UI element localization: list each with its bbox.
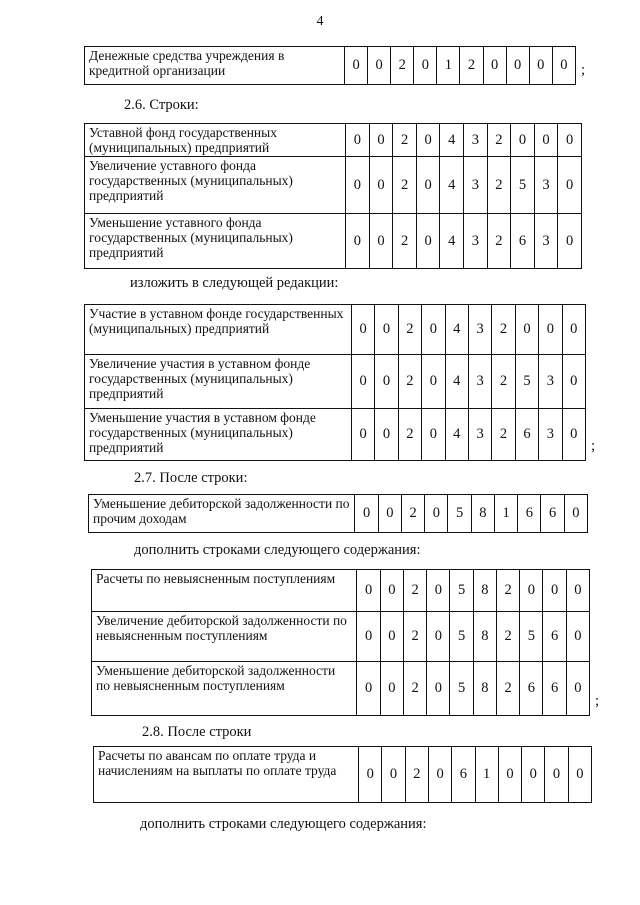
code-digit: 2 bbox=[393, 124, 417, 157]
code-digit: 0 bbox=[506, 47, 529, 85]
code-digit: 0 bbox=[562, 355, 585, 409]
code-digit: 3 bbox=[464, 214, 488, 269]
code-digit: 2 bbox=[398, 409, 421, 461]
account-code-table bbox=[84, 46, 576, 85]
table-row bbox=[85, 47, 576, 85]
code-digit: 1 bbox=[437, 47, 460, 85]
code-digit: 0 bbox=[380, 612, 403, 662]
account-code-table bbox=[91, 569, 590, 716]
code-digit: 2 bbox=[487, 157, 511, 214]
code-digit: 4 bbox=[445, 355, 468, 409]
page-number: 4 bbox=[316, 14, 324, 29]
code-digit: 5 bbox=[511, 157, 535, 214]
code-digit: 2 bbox=[405, 747, 428, 803]
code-digit: 0 bbox=[380, 570, 403, 612]
code-digit: 0 bbox=[375, 409, 398, 461]
code-digit: 0 bbox=[539, 305, 562, 355]
paragraph: дополнить строками следующего содержания: bbox=[134, 542, 421, 558]
paragraph: изложить в следующей редакции: bbox=[130, 275, 339, 291]
row-label: Уставной фонд государственных (муниципальных) предприятий bbox=[85, 124, 346, 157]
table-row bbox=[92, 612, 590, 662]
code-digit: 0 bbox=[380, 662, 403, 716]
code-digit: 0 bbox=[422, 355, 445, 409]
code-digit: 0 bbox=[552, 47, 575, 85]
code-digit: 0 bbox=[351, 409, 374, 461]
row-label: Увеличение уставного фонда государственных (муниципальных) предприятий bbox=[85, 157, 346, 214]
code-digit: 0 bbox=[558, 157, 582, 214]
code-digit: 2 bbox=[393, 157, 417, 214]
code-digit: 0 bbox=[427, 570, 450, 612]
code-digit: 0 bbox=[416, 214, 440, 269]
code-digit: 0 bbox=[375, 305, 398, 355]
code-digit: 3 bbox=[468, 409, 491, 461]
code-digit: 4 bbox=[445, 305, 468, 355]
code-digit: 2 bbox=[487, 124, 511, 157]
table-row bbox=[85, 214, 582, 269]
code-digit: 1 bbox=[475, 747, 498, 803]
code-digit: 2 bbox=[487, 214, 511, 269]
code-digit: 3 bbox=[539, 409, 562, 461]
trailing-semicolon: ; bbox=[595, 693, 600, 709]
paragraph: 2.7. После строки: bbox=[134, 470, 248, 486]
code-digit: 0 bbox=[346, 214, 370, 269]
code-digit: 2 bbox=[492, 305, 515, 355]
code-digit: 2 bbox=[492, 409, 515, 461]
row-label: Уменьшение дебиторской задолженности по невыясненным поступлениям bbox=[92, 662, 357, 716]
code-digit: 0 bbox=[566, 612, 589, 662]
code-digit: 0 bbox=[416, 124, 440, 157]
code-digit: 2 bbox=[460, 47, 483, 85]
code-digit: 0 bbox=[558, 214, 582, 269]
code-digit: 3 bbox=[534, 157, 558, 214]
code-digit: 2 bbox=[403, 612, 426, 662]
code-digit: 0 bbox=[416, 157, 440, 214]
table-row bbox=[92, 662, 590, 716]
row-label: Расчеты по авансам по оплате труда и начислениям на выплаты по оплате труда bbox=[94, 747, 359, 803]
code-digit: 0 bbox=[368, 47, 391, 85]
paragraph: дополнить строками следующего содержания: bbox=[140, 816, 427, 832]
code-digit: 0 bbox=[357, 662, 380, 716]
code-digit: 6 bbox=[520, 662, 543, 716]
code-digit: 0 bbox=[515, 305, 538, 355]
row-label: Уменьшение участия в уставном фонде государственных (муниципальных) предприятий bbox=[85, 409, 352, 461]
code-digit: 0 bbox=[357, 570, 380, 612]
code-digit: 2 bbox=[393, 214, 417, 269]
code-digit: 5 bbox=[448, 495, 471, 533]
code-digit: 0 bbox=[511, 124, 535, 157]
table-row bbox=[85, 124, 582, 157]
row-label: Увеличение участия в уставном фонде государственных (муниципальных) предприятий bbox=[85, 355, 352, 409]
code-digit: 0 bbox=[562, 305, 585, 355]
code-digit: 0 bbox=[427, 612, 450, 662]
code-digit: 0 bbox=[566, 570, 589, 612]
code-digit: 5 bbox=[515, 355, 538, 409]
code-digit: 4 bbox=[440, 124, 464, 157]
row-label: Увеличение дебиторской задолженности по невыясненным поступлениям bbox=[92, 612, 357, 662]
code-digit: 6 bbox=[452, 747, 475, 803]
code-digit: 2 bbox=[401, 495, 424, 533]
code-digit: 0 bbox=[425, 495, 448, 533]
code-digit: 5 bbox=[520, 612, 543, 662]
code-digit: 0 bbox=[355, 495, 378, 533]
code-digit: 5 bbox=[450, 662, 473, 716]
code-digit: 3 bbox=[464, 157, 488, 214]
code-digit: 0 bbox=[483, 47, 506, 85]
code-digit: 3 bbox=[468, 355, 491, 409]
code-digit: 4 bbox=[440, 157, 464, 214]
code-digit: 2 bbox=[403, 662, 426, 716]
code-digit: 0 bbox=[422, 409, 445, 461]
paragraph: 2.6. Строки: bbox=[124, 97, 199, 113]
code-digit: 2 bbox=[398, 355, 421, 409]
code-digit: 0 bbox=[558, 124, 582, 157]
code-digit: 6 bbox=[511, 214, 535, 269]
code-digit: 0 bbox=[529, 47, 552, 85]
code-digit: 3 bbox=[464, 124, 488, 157]
account-code-table bbox=[93, 746, 592, 803]
table-row bbox=[92, 570, 590, 612]
row-label: Расчеты по невыясненным поступлениям bbox=[92, 570, 357, 612]
table-row bbox=[85, 355, 586, 409]
row-label: Денежные средства учреждения в кредитной организации bbox=[85, 47, 345, 85]
account-code-table bbox=[84, 304, 586, 461]
code-digit: 0 bbox=[378, 495, 401, 533]
code-digit: 4 bbox=[445, 409, 468, 461]
code-digit: 2 bbox=[496, 570, 519, 612]
code-digit: 0 bbox=[346, 157, 370, 214]
code-digit: 3 bbox=[539, 355, 562, 409]
code-digit: 0 bbox=[369, 214, 393, 269]
code-digit: 2 bbox=[492, 355, 515, 409]
paragraph: 2.8. После строки bbox=[142, 724, 252, 740]
code-digit: 0 bbox=[564, 495, 587, 533]
row-label: Уменьшение уставного фонда государственных (муниципальных) предприятий bbox=[85, 214, 346, 269]
table-row bbox=[89, 495, 588, 533]
table-row bbox=[85, 157, 582, 214]
trailing-semicolon: ; bbox=[591, 438, 596, 454]
code-digit: 0 bbox=[422, 305, 445, 355]
code-digit: 8 bbox=[471, 495, 494, 533]
code-digit: 8 bbox=[473, 612, 496, 662]
code-digit: 2 bbox=[496, 612, 519, 662]
code-digit: 2 bbox=[496, 662, 519, 716]
row-label: Участие в уставном фонде государственных (муниципальных) предприятий bbox=[85, 305, 352, 355]
code-digit: 0 bbox=[351, 305, 374, 355]
code-digit: 6 bbox=[518, 495, 541, 533]
code-digit: 0 bbox=[382, 747, 405, 803]
code-digit: 6 bbox=[515, 409, 538, 461]
table-row bbox=[85, 409, 586, 461]
code-digit: 6 bbox=[543, 612, 566, 662]
code-digit: 5 bbox=[450, 570, 473, 612]
code-digit: 0 bbox=[428, 747, 451, 803]
code-digit: 0 bbox=[369, 124, 393, 157]
code-digit: 3 bbox=[468, 305, 491, 355]
code-digit: 2 bbox=[391, 47, 414, 85]
code-digit: 0 bbox=[414, 47, 437, 85]
code-digit: 2 bbox=[403, 570, 426, 612]
code-digit: 0 bbox=[522, 747, 545, 803]
code-digit: 0 bbox=[545, 747, 568, 803]
code-digit: 0 bbox=[534, 124, 558, 157]
code-digit: 0 bbox=[369, 157, 393, 214]
code-digit: 3 bbox=[534, 214, 558, 269]
code-digit: 0 bbox=[345, 47, 368, 85]
row-label: Уменьшение дебиторской задолженности по прочим доходам bbox=[89, 495, 355, 533]
code-digit: 0 bbox=[566, 662, 589, 716]
code-digit: 0 bbox=[359, 747, 382, 803]
account-code-table bbox=[84, 123, 582, 269]
code-digit: 5 bbox=[450, 612, 473, 662]
code-digit: 0 bbox=[520, 570, 543, 612]
code-digit: 0 bbox=[568, 747, 591, 803]
account-code-table bbox=[88, 494, 588, 533]
code-digit: 6 bbox=[541, 495, 564, 533]
trailing-semicolon: ; bbox=[581, 62, 586, 78]
code-digit: 2 bbox=[398, 305, 421, 355]
code-digit: 0 bbox=[351, 355, 374, 409]
code-digit: 0 bbox=[346, 124, 370, 157]
code-digit: 0 bbox=[375, 355, 398, 409]
code-digit: 0 bbox=[357, 612, 380, 662]
code-digit: 0 bbox=[562, 409, 585, 461]
code-digit: 0 bbox=[427, 662, 450, 716]
code-digit: 1 bbox=[494, 495, 517, 533]
code-digit: 8 bbox=[473, 662, 496, 716]
code-digit: 0 bbox=[543, 570, 566, 612]
code-digit: 4 bbox=[440, 214, 464, 269]
table-row bbox=[94, 747, 592, 803]
code-digit: 8 bbox=[473, 570, 496, 612]
table-row bbox=[85, 305, 586, 355]
code-digit: 0 bbox=[498, 747, 521, 803]
code-digit: 6 bbox=[543, 662, 566, 716]
